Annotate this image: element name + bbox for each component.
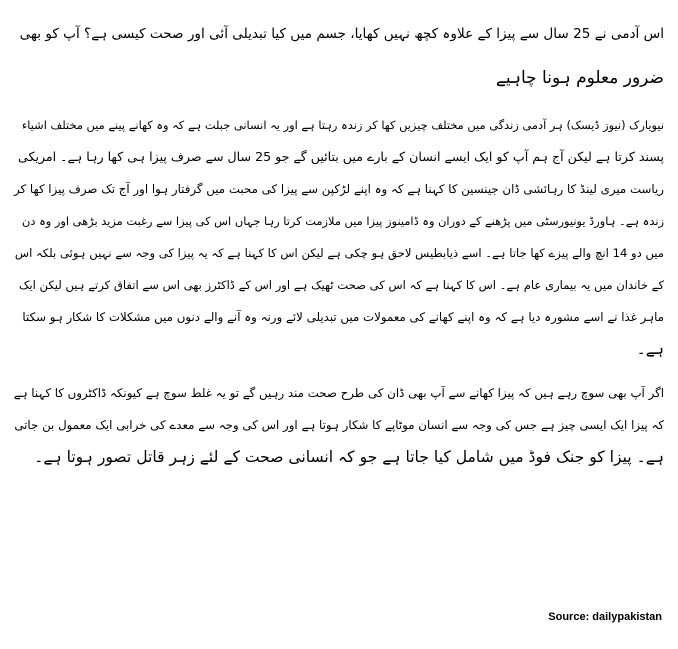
paragraph-line: ہے۔ پیزا کو جنک فوڈ میں شامل کیا جاتا ہے جو کہ انسانی صحت کے لئے زہر قاتل تصور ہوتا ہے۔ xyxy=(34,448,664,466)
paragraph-line: نیویارک (نیوز ڈیسک) ہر آدمی زندگی میں مختلف چیزیں کھا کر زندہ رہتا ہے اور یہ انسانی جبلت ہے کہ وہ کھانے پینے میں مختلف اشیاء xyxy=(21,118,664,132)
article xyxy=(14,0,664,480)
paragraph-line: ماہر غذا نے اسے مشورہ دیا ہے کہ وہ اپنے کھانے کی معمولات میں تبدیلی لائے ورنہ وہ آنے والے دنوں میں مشکلات کا شکار ہو سکتا xyxy=(22,310,664,324)
paragraph-line: زندہ ہے۔ ہاورڈ یونیورسٹی میں پڑھنے کے دوران وہ ڈامینوز پیزا میں ملازمت کرتا رہا جہاں اس کی پیزا سے رغبت مزید بڑھی اور وہ دن xyxy=(22,214,664,228)
article-paragraph xyxy=(14,116,664,358)
headline-line: اس آدمی نے 25 سال سے پیزا کے علاوہ کچھ نہیں کھایا، جسم میں کیا تبدیلی آئی اور صحت کیسی ہے؟ آپ کو بھی xyxy=(19,26,664,42)
paragraph-line: اگر آپ بھی سوچ رہے ہیں کہ پیزا کھانے سے آپ بھی ڈان کی طرح صحت مند رہیں گے تو یہ غلط سوچ ہے کیونکہ ڈاکٹروں کا کہنا ہے xyxy=(13,386,664,400)
paragraph-line: میں دو 14 انچ والے پیزے کھا جاتا ہے۔ اسے ذیابطیس لاحق ہو چکی ہے لیکن اس کا کہنا ہے کہ یہ پیزا کی وجہ سے نہیں ہوئی بلکہ اس xyxy=(14,246,664,260)
paragraph-line: پسند کرتا ہے لیکن آج ہم آپ کو ایک ایسے انسان کے بارے میں بتائیں گے جو 25 سال سے صرف پیزا ہی کھا رہا ہے۔ امریکی xyxy=(18,149,664,164)
paragraph-line: ہے۔ xyxy=(636,340,664,358)
article-paragraph xyxy=(14,384,664,466)
headline xyxy=(14,24,664,88)
headline-line: ضرور معلوم ہونا چاہیے xyxy=(495,68,664,88)
paragraph-line: کہ پیزا ایک ایسی چیز ہے جس کی وجہ سے انسان موٹاپے کا شکار ہوتا ہے اور اس کی وجہ سے معدے کی خرابی ایک معمول بن جاتی xyxy=(14,418,664,432)
source-credit: Source: dailypakistan xyxy=(548,611,662,623)
paragraph-line: ریاست میری لینڈ کا رہائشی ڈان جینسین کا کہنا ہے کہ وہ اپنے لڑکپن سے پیزا کی محبت میں گرفتار ہوا اور آج تک صرف پیزا کھا کر xyxy=(14,182,664,196)
paragraph-line: کے خاندان میں یہ بیماری عام ہے۔ اس کا کہنا ہے کہ اس کی صحت ٹھیک ہے اور اس کے ڈاکٹرز بھی اس سے اتفاق کرتے ہیں لیکن ایک xyxy=(18,278,664,292)
